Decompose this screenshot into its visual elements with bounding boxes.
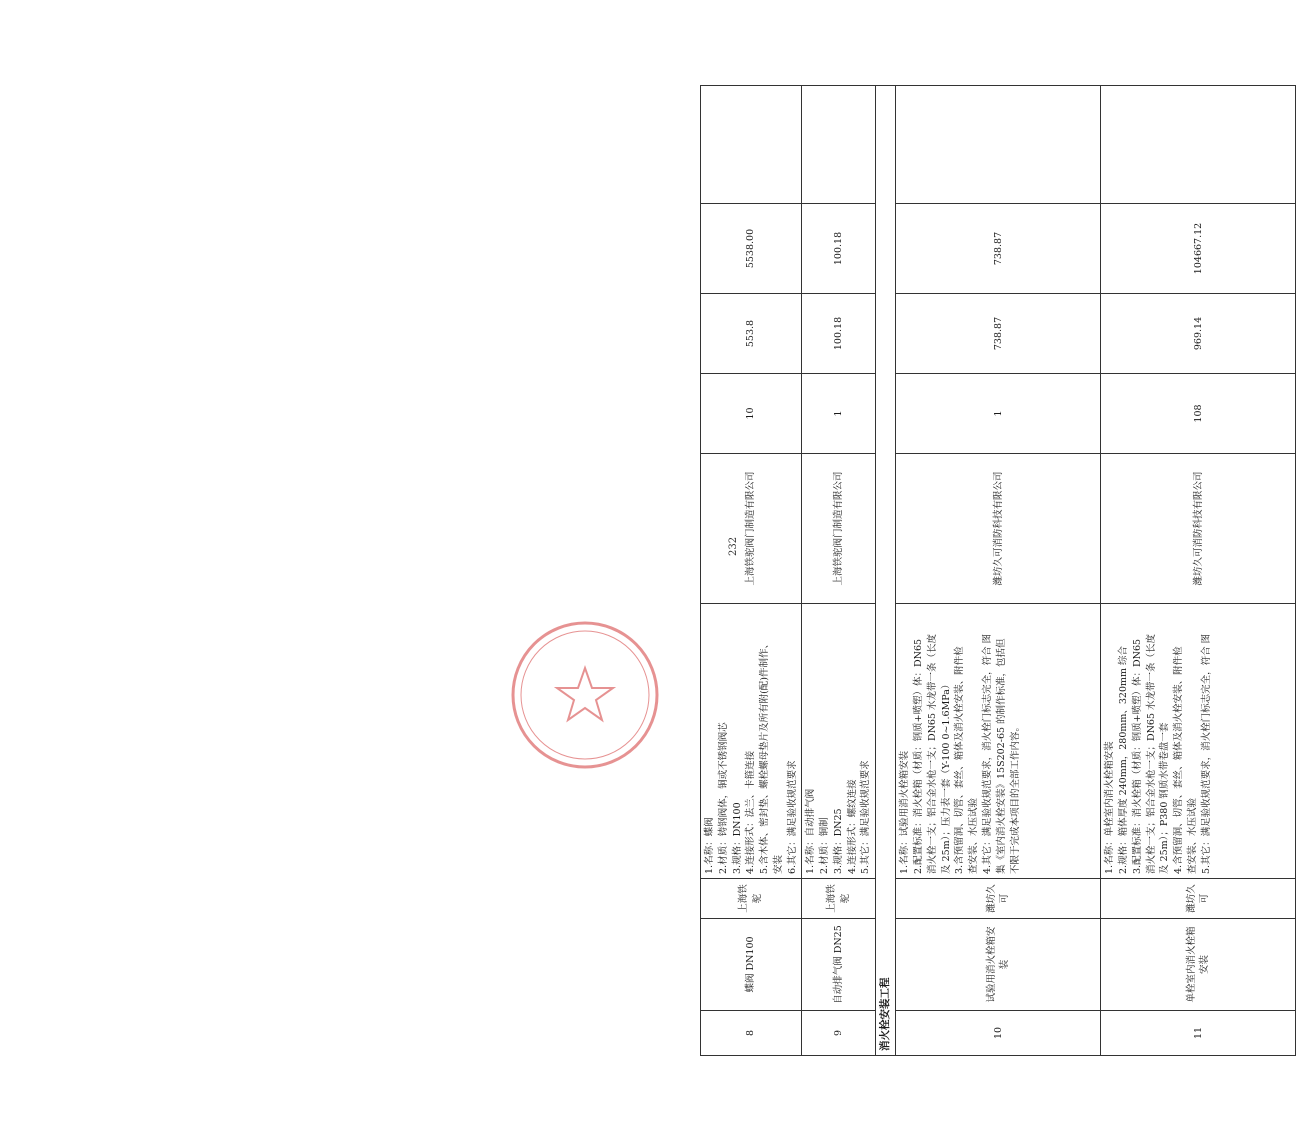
description-line: 5.含木体、密封垫、螺栓螺母垫片及所有附(配)件制作、 bbox=[759, 639, 771, 874]
description-line: 4.连接形式：法兰、卡箍连接 bbox=[745, 750, 757, 874]
item-total: 5538.00 bbox=[701, 204, 802, 294]
item-brand: 上海铁驼 bbox=[701, 879, 802, 919]
description-line: 3.规格：DN100 bbox=[731, 802, 743, 874]
description-line: 消火栓一支；铝合金水枪一支；DN65 水龙带一条（长度 bbox=[926, 633, 938, 874]
item-unit-price: 553.8 bbox=[701, 294, 802, 374]
item-unit-price: 969.14 bbox=[1101, 294, 1296, 374]
item-name: 单栓室内消火栓箱安装 bbox=[1101, 919, 1296, 1011]
description-line: 1.名称：单栓室内消火栓箱安装 bbox=[1104, 741, 1116, 874]
description-line: 消火栓一支；铝合金水枪一支；DN65 水龙带一条（长度 bbox=[1145, 633, 1157, 874]
description-line: 查安装、水压试验 bbox=[1187, 797, 1198, 874]
item-unit-price: 738.87 bbox=[896, 294, 1101, 374]
item-remark bbox=[1101, 86, 1296, 204]
item-remark bbox=[802, 86, 876, 204]
row-number: 9 bbox=[802, 1011, 876, 1056]
description-line: 3.规格：DN25 bbox=[832, 808, 844, 874]
table-body bbox=[701, 86, 1296, 1056]
description-line: 2.材质：铸钢阀体，铜或不锈钢阀芯 bbox=[717, 722, 729, 874]
description-line: 及 25m）；压力表一套（Y-100 0~1.6MPa） bbox=[940, 679, 952, 874]
item-quantity: 1 bbox=[802, 374, 876, 454]
description-line: 查安装、水压试验 bbox=[968, 797, 980, 874]
item-manufacturer: 上海铁驼阀门制造有限公司 bbox=[701, 454, 802, 604]
description-line: 不限于完成本项目的全部工作内容。 bbox=[1009, 721, 1021, 874]
table-row bbox=[701, 86, 802, 1056]
description-line: 6.其它：满足验收规范要求 bbox=[786, 760, 798, 874]
description-line: 及 25m）；P380 钢质水带卷盘一套 bbox=[1159, 722, 1171, 874]
description-line: 1.名称：自动排气阀 bbox=[805, 788, 817, 874]
item-brand: 上海铁驼 bbox=[802, 879, 876, 919]
item-manufacturer: 上海铁驼阀门制造有限公司 bbox=[802, 454, 876, 604]
item-remark bbox=[896, 86, 1101, 204]
item-description bbox=[896, 604, 1101, 879]
item-name: 试验用消火栓箱安装 bbox=[896, 919, 1101, 1011]
description-line: 安装 bbox=[772, 854, 784, 874]
item-name: 自动排气阀 DN25 bbox=[802, 919, 876, 1011]
item-description bbox=[701, 604, 802, 879]
rotated-table-sheet bbox=[700, 86, 1315, 1056]
item-quantity: 10 bbox=[701, 374, 802, 454]
price-table bbox=[700, 85, 1296, 1056]
item-total: 738.87 bbox=[896, 204, 1101, 294]
item-manufacturer: 潍坊久可消防科技有限公司 bbox=[896, 454, 1101, 604]
description-line: 1.名称：试验用消火栓箱安装 bbox=[899, 750, 911, 874]
table-row bbox=[896, 86, 1101, 1056]
description-line: 3.含预留洞、切管、套丝、箱体及消火栓安装、附件检 bbox=[954, 646, 966, 874]
table-row bbox=[1101, 86, 1296, 1056]
table-row bbox=[802, 86, 876, 1056]
row-number: 11 bbox=[1101, 1011, 1296, 1056]
company-seal-stamp bbox=[500, 610, 670, 780]
description-line: 3.配置标准：消火栓箱（材质：钢质+喷塑）体：DN65 bbox=[1131, 638, 1143, 874]
description-line: 4.含预留洞、切管、套丝、箱体及消火栓安装、附件检 bbox=[1173, 646, 1185, 874]
item-description bbox=[1101, 604, 1296, 879]
description-line: 5.其它：满足验收规范要求，消火栓门标志完全，符合 图 bbox=[1200, 633, 1212, 874]
description-line: 5.其它：满足验收规范要求 bbox=[860, 760, 872, 874]
page-number: 232 bbox=[728, 536, 739, 556]
item-total: 100.18 bbox=[802, 204, 876, 294]
item-name: 蝶阀 DN100 bbox=[701, 919, 802, 1011]
item-remark bbox=[701, 86, 802, 204]
section-title: 消火栓安装工程 bbox=[876, 86, 896, 1056]
description-line: 4.其它：满足验收规范要求，消火栓门标志完全，符合 图 bbox=[982, 633, 993, 874]
item-total: 104667.12 bbox=[1101, 204, 1296, 294]
item-description bbox=[802, 604, 876, 879]
item-manufacturer: 潍坊久可消防科技有限公司 bbox=[1101, 454, 1296, 604]
item-brand: 潍坊久可 bbox=[1101, 879, 1296, 919]
description-line: 集《室内消火栓安装》15S202-65 的制作标准，包括但 bbox=[995, 638, 1007, 874]
item-unit-price: 100.18 bbox=[802, 294, 876, 374]
description-line: 4.连接形式：螺纹连接 bbox=[846, 779, 858, 874]
description-line: 1.名称：蝶阀 bbox=[704, 817, 715, 874]
row-number: 10 bbox=[896, 1011, 1101, 1056]
item-brand: 潍坊久可 bbox=[896, 879, 1101, 919]
description-line: 2.规格：箱体厚度 240mm，280mm、320mm 综合 bbox=[1118, 645, 1130, 874]
section-header-row bbox=[876, 86, 896, 1056]
item-quantity: 1 bbox=[896, 374, 1101, 454]
item-quantity: 108 bbox=[1101, 374, 1296, 454]
row-number: 8 bbox=[701, 1011, 802, 1056]
description-line: 2.材质：铜制 bbox=[819, 817, 831, 874]
description-line: 2.配置标准：消火栓箱（材质：钢质+喷塑）体：DN65 bbox=[913, 638, 925, 874]
